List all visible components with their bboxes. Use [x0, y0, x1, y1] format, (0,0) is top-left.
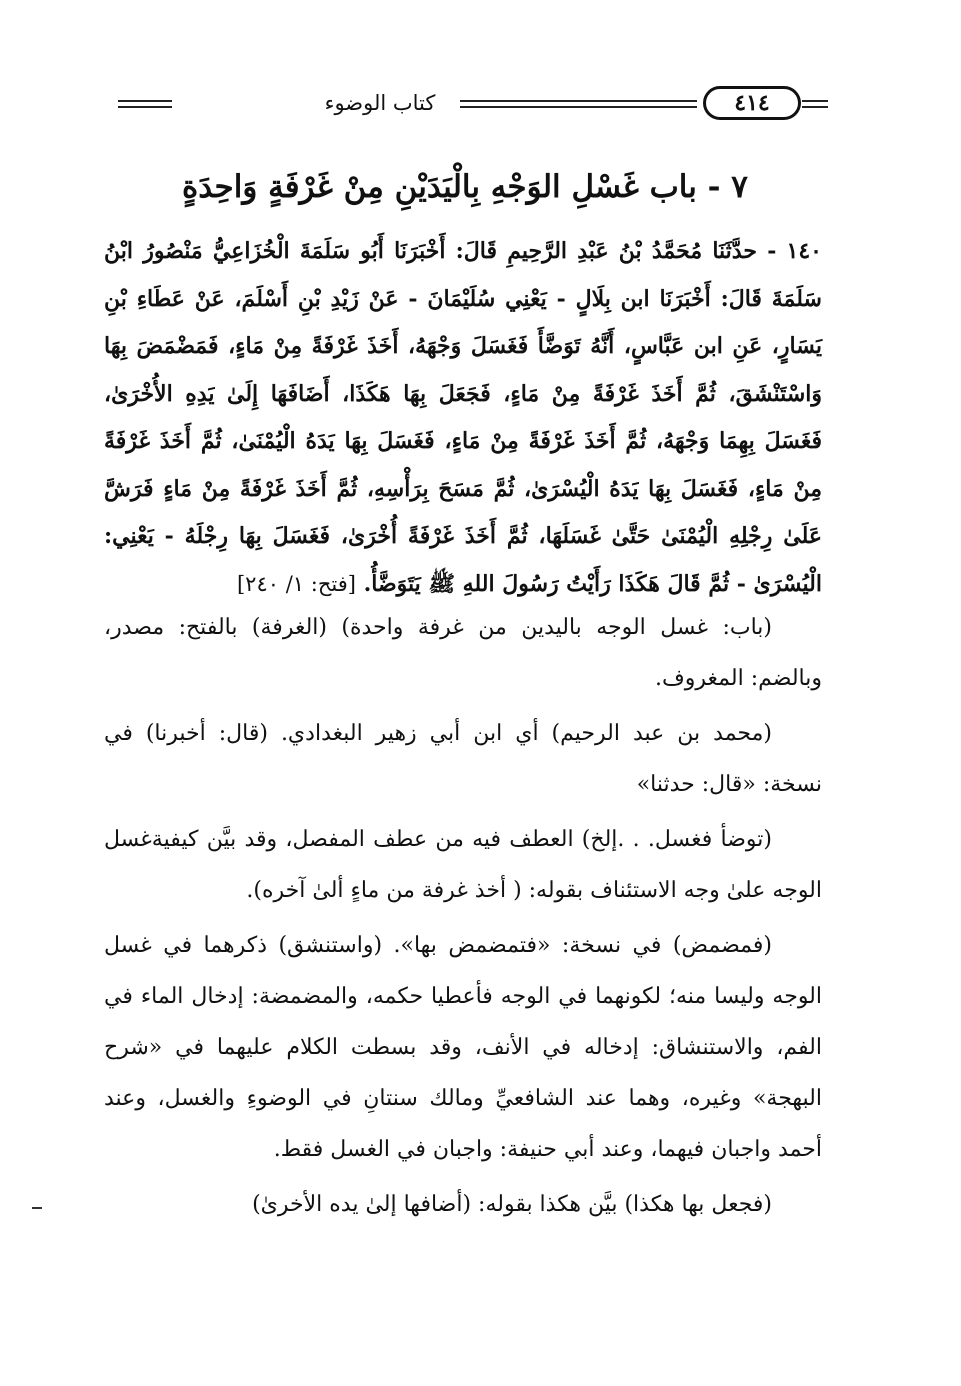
header-rule-right-bottom [802, 106, 828, 108]
hadith-text: حدَّثَنَا مُحَمَّدُ بْنُ عَبْدِ الرَّحِيمِ قَالَ: أَخْبَرَنَا أَبُو سَلَمَةَ الْخُزَاعِيُّ مَنْصُورُ ابْنُ سَلَمَةَ قَالَ: أَخْبَرَنَا ابن بِلَالٍ - يَعْنِي سُلَيْمَانَ - عَنْ زَيْدِ بْنِ أَسْلَمَ، عَنْ عَطَاءِ بْنِ يَسَارٍ، عَنِ ابن عَبَّاسٍ، أَنَّهُ تَوَضَّأَ فَغَسَلَ وَجْهَهُ، أَخَذَ غَرْفَةً مِنْ مَاءٍ، فَمَضْمَضَ بِهَا وَاسْتَنْشَقَ، ثُمَّ أَخَذَ غَرْفَةً مِنْ مَاءٍ، فَجَعَلَ بِهَا هَكَذَا، أَضَافَهَا إِلَىٰ يَدِهِ الأُخْرَىٰ، فَغَسَلَ بِهِمَا وَجْهَهُ، ثُمَّ أَخَذَ غَرْفَةً مِنْ مَاءٍ، فَغَسَلَ بِهَا يَدَهُ الْيُمْنَىٰ، ثُمَّ أَخَذَ غَرْفَةً مِنْ مَاءٍ، فَغَسَلَ بِهَا يَدَهُ الْيُسْرَىٰ، ثُمَّ مَسَحَ بِرَأْسِهِ، ثُمَّ أَخَذَ غَرْفَةً مِنْ مَاءٍ فَرَشَّ عَلَىٰ رِجْلِهِ الْيُمْنَىٰ حَتَّىٰ غَسَلَهَا، ثُمَّ أَخَذَ غَرْفَةً أُخْرَىٰ، فَغَسَلَ بِهَا رِجْلَهُ - يَعْنِي: الْيُسْرَىٰ - ثُمَّ قَالَ هَكَذَا رَأَيْتُ رَسُولَ اللهِ ﷺ يَتَوَضَّأُ. [104, 238, 823, 597]
page-header [100, 80, 830, 136]
header-rule-right-top [802, 100, 828, 102]
commentary-paragraph: (محمد بن عبد الرحيم) أي ابن أبي زهير البغدادي. (قال: أخبرنا) في نسخة: «قال: حدثنا» [104, 721, 822, 797]
page-number: ٤١٤ [703, 86, 801, 120]
margin-mark [32, 1207, 42, 1209]
commentary-paragraph: (باب: غسل الوجه باليدين من غرفة واحدة) (الغرفة) بالفتح: مصدر، وبالضم: المغروف. [104, 615, 822, 691]
hadith-number: ١٤٠ - [767, 238, 822, 264]
commentary-paragraph: (توضأ فغسل. . .إلخ) العطف فيه من عطف المفصل، وقد بيَّن كيفيةغسل الوجه علىٰ وجه الاستئناف بقوله: ( أخذ غرفة من ماءٍ ألىٰ آخره). [104, 827, 822, 903]
running-title: كتاب الوضوء [300, 90, 460, 116]
commentary-paragraph: (فجعل بها هكذا) بيَّن هكذا بقوله: (أضافها إلىٰ يده الأخرىٰ) [252, 1192, 772, 1217]
hadith-text-block [104, 228, 822, 608]
header-rule-left-bottom [118, 106, 172, 108]
hadith-reference: [فتح: ١/ ٢٤٠] [236, 571, 356, 596]
commentary-paragraph: (فمضمض) في نسخة: «فتمضمض بها». (واستنشق) ذكرهما في غسل الوجه وليسا منه؛ لكونهما في الوجه فأعطيا حكمه، والمضمضة: إدخال الماء في الفم، والاستنشاق: إدخاله في الأنف، وقد بسطت الكلام عليهما في «شرح البهجة» وغيره، وهما عند الشافعيِّ ومالك سنتانِ في الوضوءِ والغسل، وعند أحمد واجبان فيهما، وعند أبي حنيفة: واجبان في الغسل فقط. [104, 933, 822, 1162]
commentary-block [104, 602, 822, 1234]
header-rule-left-top [118, 100, 172, 102]
chapter-title: ٧ - باب غَسْلِ الوَجْهِ بِالْيَدَيْنِ مِنْ غَرْفَةٍ وَاحِدَةٍ [182, 169, 748, 205]
